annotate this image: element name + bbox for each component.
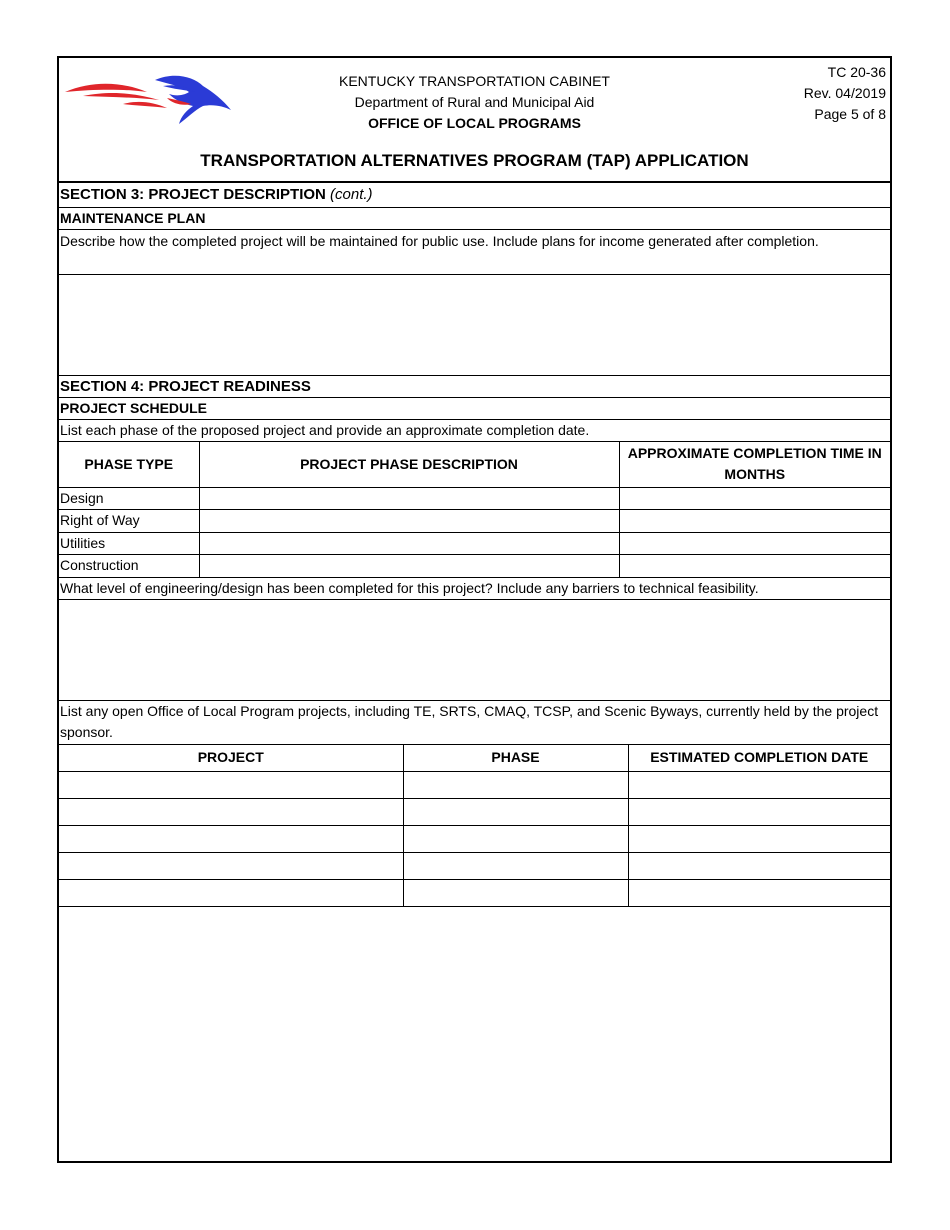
phase-type-cell: Design [59, 487, 199, 510]
form-header [59, 58, 890, 183]
completion-months-input[interactable] [619, 532, 890, 555]
table-row [59, 799, 890, 826]
column-header: PHASE [403, 745, 628, 772]
phase-input[interactable] [403, 772, 628, 799]
completion-months-input[interactable] [619, 487, 890, 510]
phase-input[interactable] [403, 853, 628, 880]
open-projects-prompt: List any open Office of Local Program projects, including TE, SRTS, CMAQ, TCSP, and Scenic Byways, currently held by the project sponsor. [59, 701, 890, 745]
column-header: ESTIMATED COMPLETION DATE [628, 745, 890, 772]
column-header: PROJECT PHASE DESCRIPTION [199, 442, 619, 487]
maintenance-plan-prompt: Describe how the completed project will be maintained for public use. Include plans for income generated after completion. [59, 230, 890, 275]
table-row [59, 532, 890, 555]
completion-date-input[interactable] [628, 772, 890, 799]
phase-description-input[interactable] [199, 555, 619, 578]
project-input[interactable] [59, 799, 403, 826]
completion-date-input[interactable] [628, 799, 890, 826]
project-input[interactable] [59, 880, 403, 907]
section4-heading: SECTION 4: PROJECT READINESS [59, 376, 890, 398]
project-input[interactable] [59, 826, 403, 853]
phase-type-cell: Construction [59, 555, 199, 578]
engineering-answer[interactable] [59, 600, 890, 701]
engineering-prompt: What level of engineering/design has been completed for this project? Include any barriers to technical feasibility. [59, 578, 890, 600]
table-row [59, 772, 890, 799]
schedule-header-row [59, 442, 890, 487]
table-row [59, 880, 890, 907]
project-schedule-table [59, 442, 890, 578]
column-header: PHASE TYPE [59, 442, 199, 487]
section3-title: SECTION 3: PROJECT DESCRIPTION [60, 186, 326, 203]
phase-input[interactable] [403, 880, 628, 907]
column-header: PROJECT [59, 745, 403, 772]
revision-date: Rev. 04/2019 [803, 85, 886, 101]
page-number: Page 5 of 8 [814, 106, 886, 122]
form-id-block [804, 62, 886, 125]
application-form [57, 56, 892, 1163]
open-projects-table [59, 745, 890, 908]
phase-input[interactable] [403, 826, 628, 853]
agency-block [59, 71, 890, 134]
page-title: TRANSPORTATION ALTERNATIVES PROGRAM (TAP) APPLICATION [200, 151, 749, 170]
completion-months-input[interactable] [619, 555, 890, 578]
department-name: Department of Rural and Municipal Aid [354, 94, 595, 110]
project-input[interactable] [59, 772, 403, 799]
completion-months-input[interactable] [619, 510, 890, 533]
open-projects-header-row [59, 745, 890, 772]
phase-description-input[interactable] [199, 532, 619, 555]
completion-date-input[interactable] [628, 880, 890, 907]
column-header: APPROXIMATE COMPLETION TIME IN MONTHS [619, 442, 890, 487]
phase-type-cell: Right of Way [59, 510, 199, 533]
phase-input[interactable] [403, 799, 628, 826]
office-name: OFFICE OF LOCAL PROGRAMS [368, 115, 581, 131]
phase-description-input[interactable] [199, 487, 619, 510]
table-row [59, 853, 890, 880]
table-row [59, 487, 890, 510]
form-number: TC 20-36 [827, 64, 886, 80]
phase-type-cell: Utilities [59, 532, 199, 555]
table-row [59, 510, 890, 533]
phase-description-input[interactable] [199, 510, 619, 533]
section3-cont: (cont.) [330, 186, 373, 203]
project-input[interactable] [59, 853, 403, 880]
agency-name: KENTUCKY TRANSPORTATION CABINET [339, 73, 610, 89]
completion-date-input[interactable] [628, 853, 890, 880]
completion-date-input[interactable] [628, 826, 890, 853]
maintenance-plan-heading: MAINTENANCE PLAN [59, 208, 890, 230]
table-row [59, 555, 890, 578]
schedule-prompt: List each phase of the proposed project and provide an approximate completion date. [59, 420, 890, 442]
table-row [59, 826, 890, 853]
maintenance-plan-answer[interactable] [59, 275, 890, 376]
project-schedule-heading: PROJECT SCHEDULE [59, 398, 890, 420]
section3-heading [59, 183, 890, 208]
